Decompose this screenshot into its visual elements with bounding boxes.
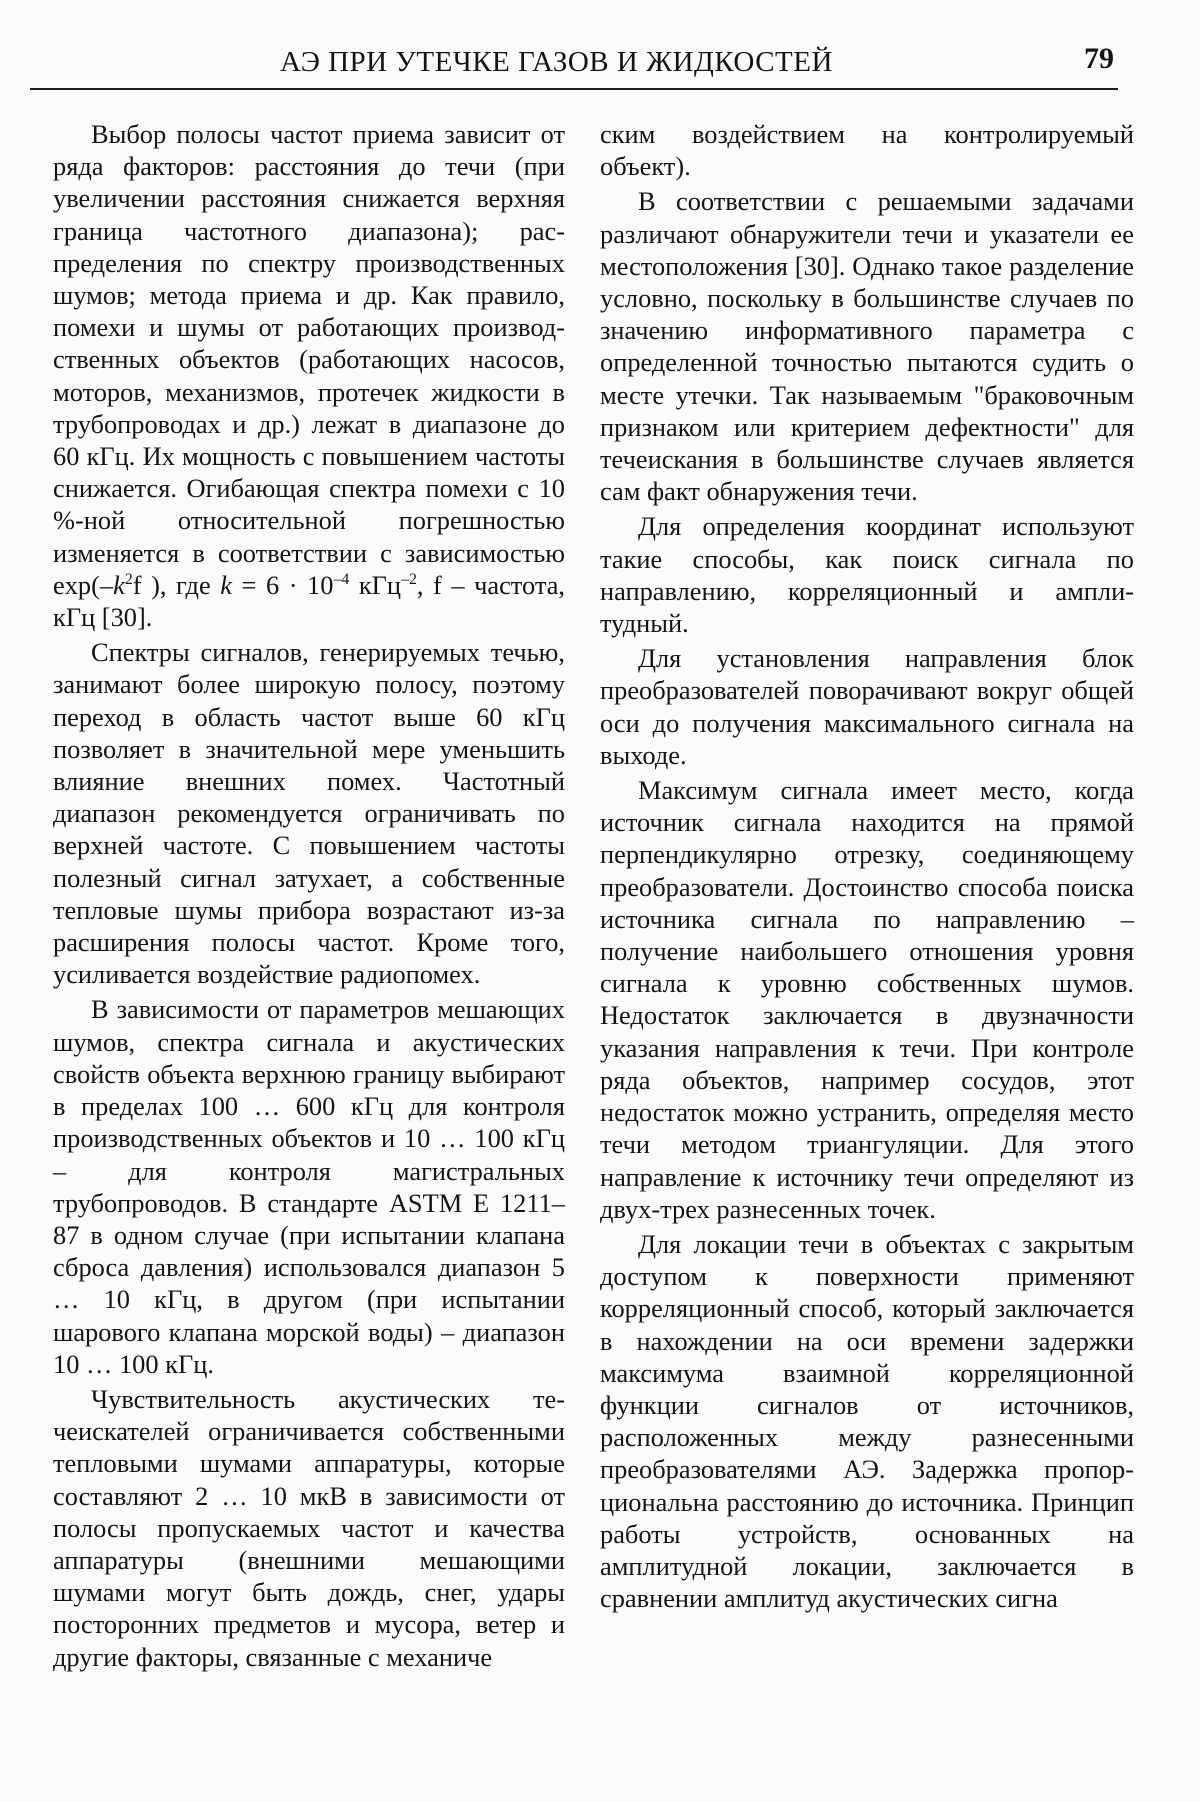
header-rule xyxy=(30,88,1118,90)
right-paragraph-5: Для локации течи в объектах с закрытым доступом к поверхности применяют корреляционный способ, который заключается в нахождении на оси времени задержки максимума взаимной корреляционной функции сигналов от источников, расположенных между разнесенными преобразователями АЭ. Задержка пропорциональна расстоянию до источника. Принцип работы устройств, основанных на амплитудной локации, заключается в сравнении амплитуд акустических сигна xyxy=(600,1228,1134,1614)
running-header-title: АЭ ПРИ УТЕЧКЕ ГАЗОВ И ЖИДКОСТЕЙ xyxy=(280,46,833,78)
left-column xyxy=(53,118,565,1676)
right-paragraph-3: Для установления направления блок преобразователей поворачивают вокруг общей оси до получения максимального сигнала на выходе. xyxy=(600,643,1134,770)
right-paragraph-4: Максимум сигнала имеет место, когда источник сигнала находится на прямой перпендикулярно отрезку, соединяющему преобразователи. Достоинство способа поиска источника сигнала по направлению – получение наибольшего отношения уровня сигнала к уровню собственных шумов. Недостаток заключается в двузначности указания направления к течи. При контроле ряда объектов, например сосудов, этот недостаток можно устранить, определяя место течи методом триангуляции. Для этого направление к источнику течи определяют из двух-трех разнесенных точек. xyxy=(600,775,1134,1224)
right-paragraph-1: В соответствии с решаемыми задачами различают обнаружители течи и указатели ее местоположения [30]. Однако такое разделение условно, поскольку в большинстве случаев по значению информативного параметра с определенной точностью пытаются судить о месте утечки. Так называемым "браковочным признаком или критерием дефектности" для течеискания в большинстве случаев является сам факт обнаружения течи. xyxy=(600,186,1134,507)
right-paragraph-continuation: ским воздействием на контролируемый объект). xyxy=(600,119,1134,182)
right-paragraph-2: Для определения координат используют такие способы, как поиск сигнала по направлению, корреляционный и амплитудный. xyxy=(600,511,1134,639)
running-header xyxy=(30,36,1118,92)
left-paragraph-3: В зависимости от параметров мешающих шумов, спектра сигнала и акустических свойств объекта верхнюю границу выбирают в пределах 100 … 600 кГц для контроля производственных объектов и 10 … 100 кГц – для контроля магистральных трубопроводов. В стандарте ASTM E 1211–87 в одном случае (при испытании клапана сброса давления) использовался диапазон 5 … 10 кГц, в другом (при испытании шарового клапана морской воды) – диапазон 10 … 100 кГц. xyxy=(53,994,565,1379)
left-paragraph-1: Выбор полосы частот приема зависит от ряда факторов: расстояния до течи (при увеличении расстояния снижается верхняя граница частотного диапазона); распределения по спектру производственных шумов; метода приема и др. Как правило, помехи и шумы от работающих производственных объектов (работающих насосов, моторов, механизмов, протечек жидкости в трубопроводах и др.) лежат в диапазоне до 60 кГц. Их мощность с повышением частоты снижается. Огибающая спектра помехи с 10 %-ной относительной погрешностью изменяется в соответствии с зависимостью $\exp(-k^2f$ ), где $k = 6 \cdot 10^{-4}$ кГц$^{-2}$, f – частота, кГц [30]. xyxy=(53,119,565,633)
left-paragraph-2: Спектры сигналов, генерируемых течью, занимают более широкую полосу, поэтому переход в область частот выше 60 кГц позволяет в значительной мере уменьшить влияние внешних помех. Частотный диапазон рекомендуется ограничивать по верхней частоте. С повышением частоты полезный сигнал затухает, а собственные тепловые шумы прибора возрастают из-за расширения полосы частот. Кроме того, усиливается воздействие радиопомех. xyxy=(53,637,565,990)
page-number: 79 xyxy=(1084,42,1114,75)
right-column xyxy=(600,118,1134,1617)
left-paragraph-4: Чувствительность акустических течеискателей ограничивается собственными тепловыми шумами аппаратуры, которые составляют 2 … 10 мкВ в зависимости от полосы пропускаемых частот и качества аппаратуры (внешними мешающими шумами могут быть дождь, снег, удары посторонних предметов и мусора, ветер и другие факторы, связанные с механиче xyxy=(53,1383,565,1672)
